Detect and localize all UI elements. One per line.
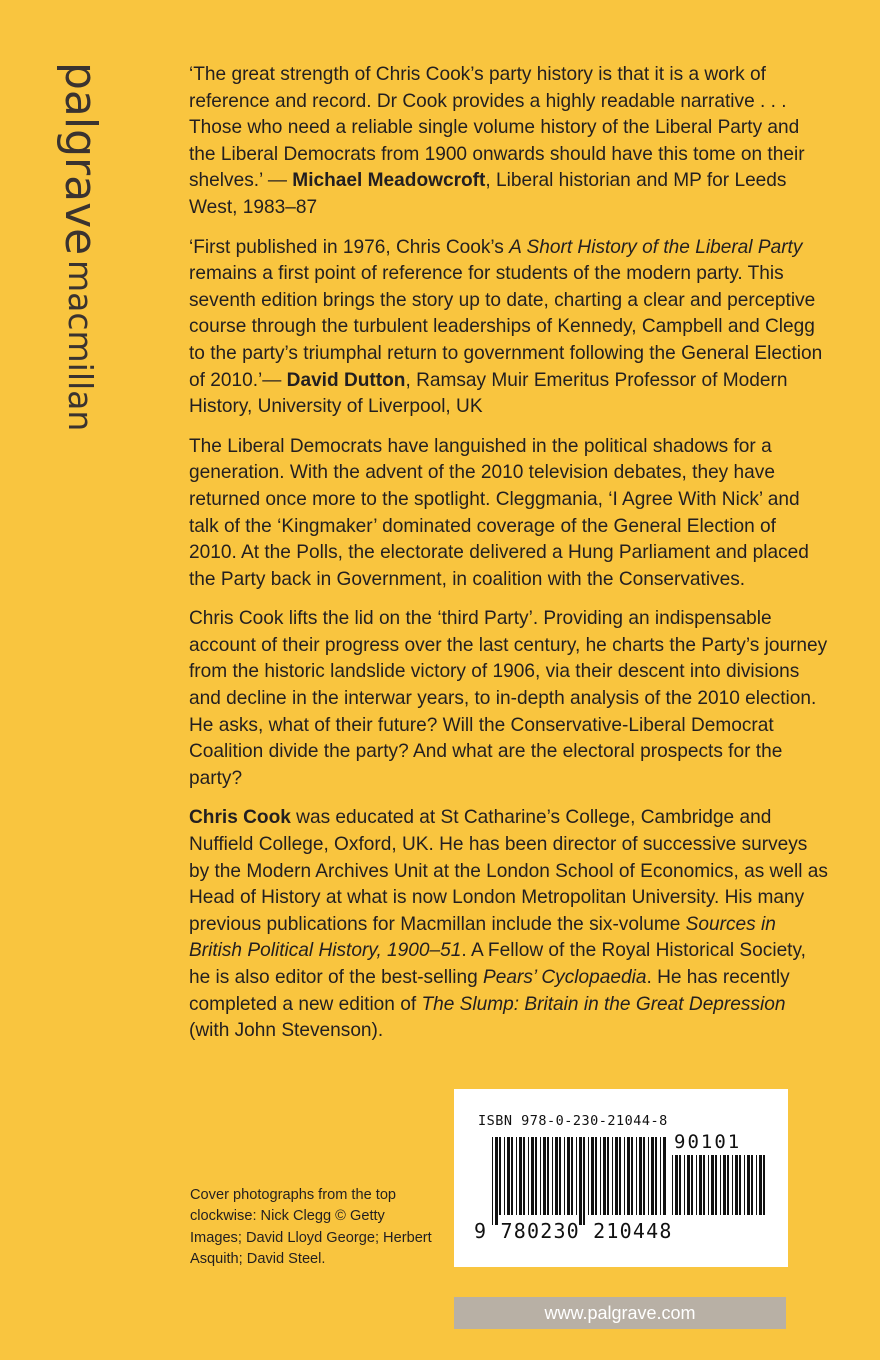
quote-2-author: David Dutton: [286, 369, 406, 391]
review-quote-1: [189, 62, 829, 222]
barcode-bar: [495, 1137, 498, 1225]
barcode-bar: [720, 1155, 721, 1215]
website-banner: [454, 1297, 786, 1329]
back-cover-text: [189, 62, 829, 1058]
barcode-bar: [600, 1137, 601, 1215]
barcode-bar: [612, 1137, 613, 1215]
isbn-label: ISBN 978-0-230-21044-8: [478, 1113, 668, 1129]
author-bio-text-2: . A Fellow of the Royal Historical Society, he is also editor of the best-selling: [189, 940, 806, 988]
barcode-bar: [559, 1137, 561, 1215]
barcode-bar: [703, 1155, 705, 1215]
barcode-bar: [696, 1155, 697, 1215]
barcode-bar: [504, 1137, 505, 1215]
description-paragraph-1: The Liberal Democrats have languished in the political shadows for a generation. With the advent of the 2010 television debates, they have returned once more to the spotlight. Cleggmania, ‘I Agree With Nick’ and talk of the ‘Kingmaker’ dominated coverage of the General Election of 2010. At the Polls, the electorate delivered a Hung Parliament and placed the Party back in Government, in coalition with the Conservatives.: [189, 435, 809, 590]
barcode-bar: [732, 1155, 733, 1215]
barcode-bar: [571, 1137, 573, 1215]
barcode-bar: [684, 1155, 685, 1215]
barcode-bar: [588, 1137, 589, 1215]
quote-1-credential: , Liberal historian and MP for Leeds West, 1983–87: [189, 170, 787, 218]
logo-macmillan: macmillan: [61, 260, 100, 432]
barcode-bar: [564, 1137, 565, 1215]
author-bio-title-3: The Slump: Britain in the Great Depression: [421, 993, 786, 1015]
barcode-bar: [499, 1137, 501, 1215]
quote-1-author: Michael Meadowcroft: [292, 170, 486, 192]
quote-2-text-after: remains a first point of reference for students of the modern party. This seventh edition brings the story up to date, charting a clear and perceptive course through the turbulent leaderships of Kennedy, Campbell and Clegg to the party’s triumphal return to government following the General Election of 2010.’—: [189, 263, 823, 391]
author-bio-title-1: Sources in British Political History, 1900–51: [189, 913, 776, 962]
barcode-bar: [576, 1137, 577, 1215]
barcode-bar: [603, 1137, 606, 1215]
barcode-bar: [751, 1155, 753, 1215]
barcode-bar: [516, 1137, 517, 1215]
barcode-bar: [543, 1137, 546, 1215]
barcode-bar: [759, 1155, 762, 1215]
author-bio-name: Chris Cook: [189, 807, 291, 829]
barcode-bar: [591, 1137, 594, 1215]
barcode-bar: [535, 1137, 537, 1215]
barcode-bar: [519, 1137, 522, 1215]
barcode-bar: [699, 1155, 702, 1215]
barcode-bar: [735, 1155, 738, 1215]
barcode-bar: [660, 1137, 661, 1215]
barcode-bar: [627, 1137, 630, 1215]
ean-barcode-bars: [492, 1137, 666, 1225]
barcode-bar: [636, 1137, 637, 1215]
barcode-bar: [744, 1155, 745, 1215]
publisher-logo: [55, 62, 106, 432]
author-bio-title-2: Pears’ Cyclopaedia: [483, 967, 647, 988]
barcode-bar: [739, 1155, 741, 1215]
barcode-bar: [675, 1155, 678, 1215]
author-bio-text-3: . He has recently completed a new edition of: [189, 967, 790, 1015]
barcode-bar: [615, 1137, 618, 1215]
description-paragraph-2: Chris Cook lifts the lid on the ‘third Party’. Providing an indispensable account of their progress over the last century, he charts the Party’s journey from the historic landslide victory of 1906, via their descent into divisions and decline in the interwar years, to in-depth analysis of the 2010 election. He asks, what of their future? Will the Conservative-Liberal Democrat Coalition divide the party? And what are the electoral prospects for the party?: [189, 608, 828, 789]
barcode-bar: [547, 1137, 549, 1215]
barcode-bar: [648, 1137, 649, 1215]
barcode-bar: [555, 1137, 558, 1215]
logo-palgrave: palgrave: [55, 62, 106, 256]
barcode-bar: [672, 1155, 673, 1215]
barcode-bar: [567, 1137, 570, 1215]
barcode-bar: [727, 1155, 729, 1215]
addon-barcode-bars: [672, 1155, 768, 1225]
barcode-bar: [687, 1155, 690, 1215]
barcode-bar: [631, 1137, 633, 1215]
quote-1-text: ‘The great strength of Chris Cook’s party history is that it is a work of reference and record. Dr Cook provides a highly readable narrative . . . Those who need a reliable single volume history of the Liberal Party and the Liberal Democrats from 1900 onwards should have this tome on their shelves.’ —: [189, 64, 805, 192]
barcode-bar: [511, 1137, 513, 1215]
barcode-bar: [595, 1137, 597, 1215]
barcode-bar: [507, 1137, 510, 1215]
author-bio: [189, 805, 829, 1044]
barcode-bar: [711, 1155, 714, 1215]
barcode-bar: [540, 1137, 541, 1215]
barcode-bar: [528, 1137, 529, 1215]
barcode-bar: [708, 1155, 709, 1215]
barcode-bar: [663, 1137, 666, 1215]
barcode-bar: [624, 1137, 625, 1215]
review-quote-2: [189, 235, 829, 421]
barcode-bar: [607, 1137, 609, 1215]
barcode-bar: [679, 1155, 681, 1215]
quote-2-credential: , Ramsay Muir Emeritus Professor of Modern History, University of Liverpool, UK: [189, 369, 788, 418]
barcode-bar: [763, 1155, 765, 1215]
barcode-bar: [639, 1137, 642, 1215]
barcode-bar: [715, 1155, 717, 1215]
barcode-bar: [531, 1137, 534, 1215]
barcode-bar: [655, 1137, 657, 1215]
barcode-bar: [723, 1155, 726, 1215]
barcode-bar: [552, 1137, 553, 1215]
cover-photo-credits: Cover photographs from the top clockwise: Nick Clegg © Getty Images; David Lloyd George; Herbert Asquith; David Steel.: [190, 1187, 432, 1268]
barcode-bar: [691, 1155, 693, 1215]
quote-2-book-title: A Short History of the Liberal Party: [509, 236, 803, 258]
barcode-bar: [619, 1137, 621, 1215]
barcode-bar: [523, 1137, 525, 1215]
isbn-barcode: [454, 1089, 788, 1267]
barcode-bar: [756, 1155, 757, 1215]
barcode-bar: [583, 1137, 585, 1225]
barcode-bar: [492, 1137, 493, 1225]
barcode-ean-number: 9 780230 210448: [474, 1219, 673, 1243]
barcode-addon-number: 90101: [674, 1131, 742, 1153]
website-url[interactable]: www.palgrave.com: [544, 1302, 696, 1323]
quote-2-text-before: ‘First published in 1976, Chris Cook’s: [189, 236, 510, 258]
barcode-bar: [651, 1137, 654, 1215]
barcode-bar: [643, 1137, 645, 1215]
author-bio-text-4: (with John Stevenson).: [189, 1020, 384, 1042]
author-bio-text-1: was educated at St Catharine’s College, Cambridge and Nuffield College, Oxford, UK. He has been director of successive surveys by the Modern Archives Unit at the London School of Economics, as well as Head of History at what is now London Metropolitan University. His many previous publications for Macmillan include the six-volume: [189, 807, 828, 935]
barcode-bar: [747, 1155, 750, 1215]
barcode-bar: [579, 1137, 582, 1225]
